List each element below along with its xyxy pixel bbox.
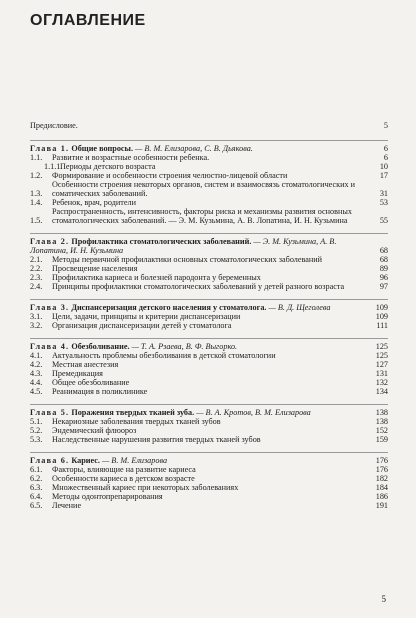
entry-page: 89	[379, 264, 388, 273]
table-of-contents	[30, 121, 388, 510]
chapter-heading	[30, 452, 388, 465]
chapter-heading	[30, 233, 388, 255]
toc-entry	[30, 255, 388, 264]
entry-number: 6.2.	[30, 474, 43, 483]
chapter-prefix: Глава 6.	[30, 456, 70, 465]
entry-number: 3.1.	[30, 312, 43, 321]
entry-title: Ребенок, врач, родители	[52, 198, 136, 207]
toc-entry	[30, 387, 388, 396]
chapter-title: Диспансеризация детского населения у стоматолога.	[71, 303, 267, 312]
chapter-heading	[30, 140, 388, 153]
entry-number: 1.5.	[30, 216, 43, 225]
chapter-page: 125	[375, 342, 388, 351]
entry-number: 2.1.	[30, 255, 43, 264]
toc-entry	[30, 483, 388, 492]
chapter-authors: — Э. М. Кузьмина, А. В. Лопатина, И. Н. Кузьмина	[30, 237, 337, 255]
entry-number: 2.3.	[30, 273, 43, 282]
entry-title: Местная анестезия	[52, 360, 119, 369]
chapter-page: 176	[375, 456, 388, 465]
entry-number: 2.4.	[30, 282, 43, 291]
entry-page: 53	[379, 198, 388, 207]
entry-page: 10	[379, 162, 388, 171]
entry-number: 6.1.	[30, 465, 43, 474]
entry-page: 109	[375, 312, 388, 321]
toc-entry	[30, 264, 388, 273]
chapter-prefix: Глава 1.	[30, 144, 70, 153]
toc-entry	[30, 492, 388, 501]
toc-entry	[30, 207, 388, 225]
entry-number: 1.2.	[30, 171, 43, 180]
entry-page: 184	[375, 483, 388, 492]
entry-title: Распространенность, интенсивность, факторы риска и механизмы развития основных стоматологических заболеваний. — Э. М. Кузьмина, А. В. Лопатина, И. Н. Кузьмина	[52, 207, 352, 225]
entry-page: 125	[375, 351, 388, 360]
entry-page: 97	[379, 282, 388, 291]
entry-title: Периоды детского возраста	[60, 162, 156, 171]
chapter-title: Общие вопросы.	[71, 144, 133, 153]
entry-page: 31	[379, 189, 388, 198]
preface-page: 5	[383, 121, 388, 130]
toc-entry	[30, 435, 388, 444]
entry-title: Общее обезболивание	[52, 378, 130, 387]
toc-entry	[30, 162, 388, 171]
entry-title: Эндемический флюороз	[52, 426, 137, 435]
chapter-page: 68	[379, 246, 388, 255]
chapter-title: Кариес.	[71, 456, 100, 465]
entry-page: 96	[379, 273, 388, 282]
entry-title: Реанимация в поликлинике	[52, 387, 148, 396]
entry-title: Просвещение населения	[52, 264, 138, 273]
entry-title: Особенности кариеса в детском возрасте	[52, 474, 195, 483]
chapter-page: 138	[375, 408, 388, 417]
page-number: 5	[381, 594, 386, 604]
chapter-prefix: Глава 2.	[30, 237, 70, 246]
entry-title: Некариозные заболевания твердых тканей зубов	[52, 417, 221, 426]
entry-page: 55	[379, 216, 388, 225]
entry-title: Методы первичной профилактики основных стоматологических заболеваний	[52, 255, 323, 264]
chapter-title: Поражения твердых тканей зуба.	[71, 408, 195, 417]
toc-entry	[30, 426, 388, 435]
toc-entry	[30, 360, 388, 369]
toc-entry	[30, 351, 388, 360]
entry-page: 6	[383, 153, 388, 162]
toc-entry	[30, 153, 388, 162]
entry-title: Цели, задачи, принципы и критерии диспансеризации	[52, 312, 241, 321]
entry-title: Принципы профилактики стоматологических заболеваний у детей разного возраста	[52, 282, 345, 291]
toc-preface	[30, 121, 388, 130]
entry-number: 6.3.	[30, 483, 43, 492]
entry-number: 4.4.	[30, 378, 43, 387]
entry-number: 1.1.1.	[44, 162, 63, 171]
entry-number: 5.3.	[30, 435, 43, 444]
chapter-title: Профилактика стоматологических заболеваний.	[71, 237, 252, 246]
entry-number: 6.4.	[30, 492, 43, 501]
chapter-page: 6	[383, 144, 388, 153]
chapter-prefix: Глава 5.	[30, 408, 70, 417]
entry-title: Организация диспансеризации детей у стоматолога	[52, 321, 232, 330]
entry-title: Актуальность проблемы обезболивания в детской стоматологии	[52, 351, 276, 360]
toc-entry	[30, 312, 388, 321]
entry-number: 4.5.	[30, 387, 43, 396]
entry-number: 5.1.	[30, 417, 43, 426]
entry-title: Лечение	[52, 501, 82, 510]
entry-number: 6.5.	[30, 501, 43, 510]
page-title: ОГЛАВЛЕНИЕ	[30, 12, 146, 29]
entry-page: 134	[375, 387, 388, 396]
entry-title: Методы одонтопрепарирования	[52, 492, 163, 501]
chapter-page: 109	[375, 303, 388, 312]
entry-title: Множественный кариес при некоторых заболеваниях	[52, 483, 239, 492]
chapter-authors: — В. Д. Щеголева	[268, 303, 331, 312]
entry-page: 186	[375, 492, 388, 501]
entry-page: 191	[375, 501, 388, 510]
entry-number: 5.2.	[30, 426, 43, 435]
toc-entry	[30, 417, 388, 426]
chapter-authors: — В. М. Елизарова, С. В. Дьякова.	[135, 144, 253, 153]
entry-page: 152	[375, 426, 388, 435]
chapter-title: Обезболивание.	[71, 342, 130, 351]
toc-entry	[30, 171, 388, 180]
entry-page: 127	[375, 360, 388, 369]
chapter-heading	[30, 299, 388, 312]
entry-title: Развитие и возрастные особенности ребенка.	[52, 153, 210, 162]
toc-entry	[30, 180, 388, 198]
entry-title: Профилактика кариеса и болезней пародонта у беременных	[52, 273, 261, 282]
entry-page: 131	[375, 369, 388, 378]
entry-number: 2.2.	[30, 264, 43, 273]
chapter-list	[30, 140, 388, 510]
chapter-heading	[30, 338, 388, 351]
toc-entry	[30, 465, 388, 474]
chapter-authors: — В. А. Кротов, В. М. Елизарова	[196, 408, 311, 417]
toc-entry	[30, 273, 388, 282]
entry-title: Факторы, влияющие на развитие кариеса	[52, 465, 196, 474]
preface-label: Предисловие.	[30, 121, 78, 130]
entry-number: 1.3.	[30, 189, 43, 198]
toc-entry	[30, 378, 388, 387]
chapter-prefix: Глава 4.	[30, 342, 70, 351]
chapter-authors: — Т. А. Рзаева, В. Ф. Выгорко.	[131, 342, 238, 351]
chapter-prefix: Глава 3.	[30, 303, 70, 312]
entry-page: 17	[379, 171, 388, 180]
entry-page: 138	[375, 417, 388, 426]
entry-number: 1.4.	[30, 198, 43, 207]
entry-title: Наследственные нарушения развития твердых тканей зубов	[52, 435, 261, 444]
entry-number: 4.1.	[30, 351, 43, 360]
entry-page: 176	[375, 465, 388, 474]
toc-entry	[30, 321, 388, 330]
toc-entry	[30, 198, 388, 207]
entry-number: 1.1.	[30, 153, 43, 162]
toc-entry	[30, 369, 388, 378]
entry-title: Формирование и особенности строения челюстно-лицевой области	[52, 171, 288, 180]
entry-page: 182	[375, 474, 388, 483]
entry-page: 132	[375, 378, 388, 387]
toc-entry	[30, 501, 388, 510]
toc-entry	[30, 282, 388, 291]
entry-title: Особенности строения некоторых органов, систем и взаимосвязь стоматологических и соматических заболеваний.	[52, 180, 356, 198]
chapter-authors: — В. М. Елизарова	[101, 456, 168, 465]
entry-number: 3.2.	[30, 321, 43, 330]
toc-entry	[30, 474, 388, 483]
entry-number: 4.2.	[30, 360, 43, 369]
entry-page: 111	[376, 321, 388, 330]
chapter-heading	[30, 404, 388, 417]
entry-page: 159	[375, 435, 388, 444]
entry-number: 4.3.	[30, 369, 43, 378]
entry-title: Премедикация	[52, 369, 103, 378]
entry-page: 68	[379, 255, 388, 264]
